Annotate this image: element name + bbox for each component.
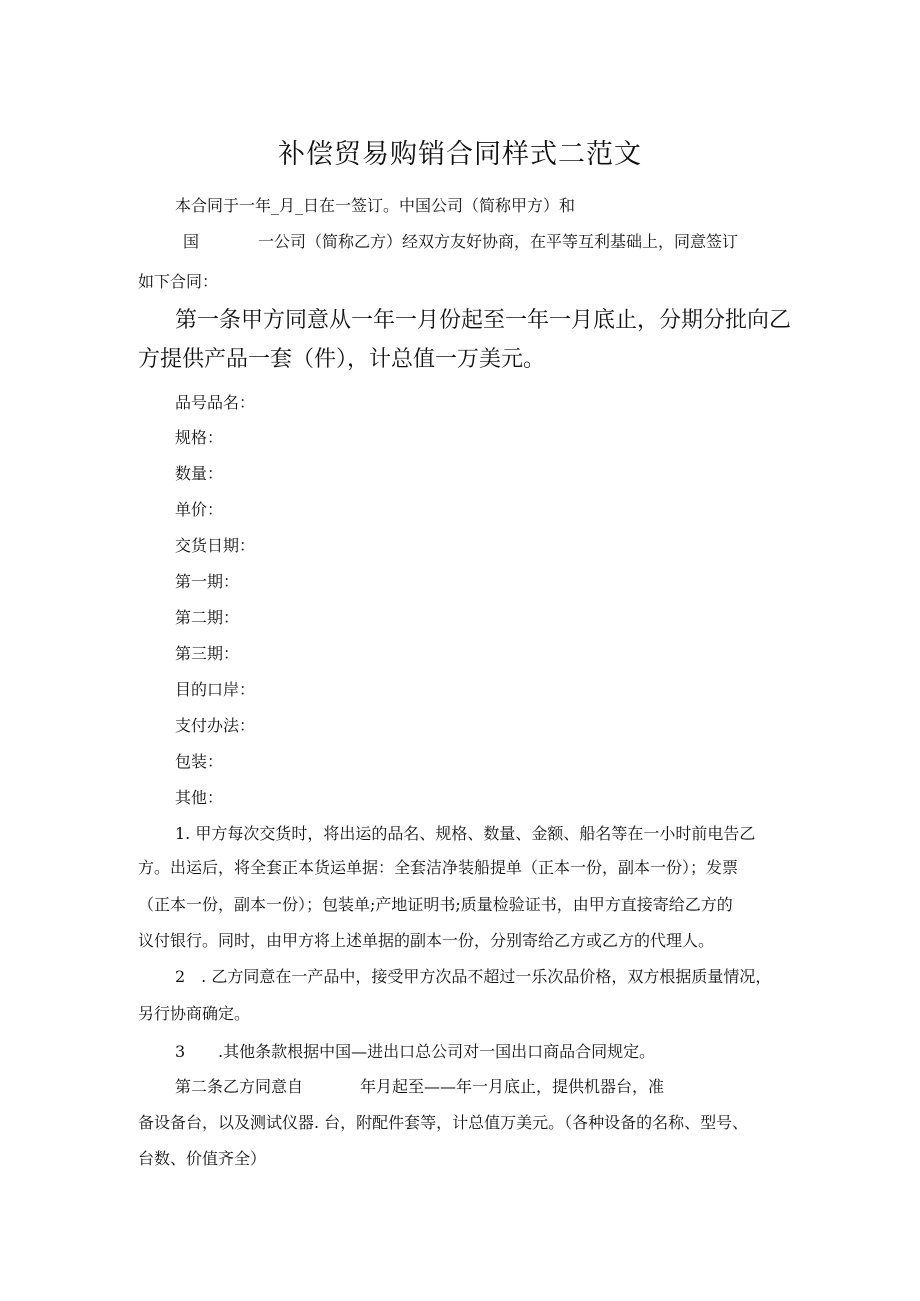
field-unit-price: 单价： <box>175 500 224 519</box>
other-item-3-text: .其他条款根据中国—进出口总公司对一国出口商品合同规定。 <box>218 1042 656 1061</box>
other-item-3-number: 3 <box>175 1042 186 1061</box>
article-1-line-2: 方提供产品一套（件），计总值一万美元。 <box>138 347 546 372</box>
document-title: 补偿贸易购销合同样式二范文 <box>278 139 642 170</box>
other-item-2-line-1: 2 . 乙方同意在一产品中，接受甲方次品不超过一乐次品价格，双方根据质量情况， <box>175 967 772 986</box>
field-delivery-date: 交货日期： <box>175 536 256 555</box>
field-specification: 规格： <box>175 428 224 447</box>
other-item-1-line-4: 议付银行。同时，由甲方将上述单据的副本一份，分别寄给乙方或乙方的代理人。 <box>138 931 715 950</box>
article-2-line-2: 备设备台，以及测试仪器. 台，附配件套等，计总值万美元。（各种设备的名称、型号、 <box>138 1113 749 1132</box>
field-product-name: 品号品名： <box>175 393 256 412</box>
other-item-1-line-3: （正本一份，副本一份）；包装单;产地证明书;质量检验证书，由甲方直接寄给乙方的 <box>138 895 733 914</box>
field-packaging: 包装： <box>175 752 224 771</box>
other-item-2-line-2: 另行协商确定。 <box>138 1004 251 1023</box>
article-2-line-1-part-1: 第二条乙方同意自 <box>175 1077 304 1096</box>
intro-line-2: 一公司（简称乙方）经双方友好协商，在平等互利基础上，同意签订 <box>258 232 739 251</box>
field-phase-2: 第二期： <box>175 608 240 627</box>
field-phase-3: 第三期： <box>175 644 240 663</box>
field-payment-method: 支付办法： <box>175 716 256 735</box>
article-1-line-1: 第一条甲方同意从一年一月份起至一年一月底止，分期分批向乙 <box>175 308 792 333</box>
intro-line-2-country: 国 <box>183 232 200 251</box>
intro-line-1: 本合同于一年_月_日在一签订。中国公司（简称甲方）和 <box>175 196 576 215</box>
other-item-1-line-2: 方。出运后，将全套正本货运单据：全套洁净装船提单（正本一份，副本一份）；发票 <box>138 858 739 877</box>
article-2-line-1-part-2: 年月起至——年一月底止，提供机器台，准 <box>360 1077 665 1096</box>
field-other: 其他： <box>175 788 224 807</box>
field-phase-1: 第一期： <box>175 572 240 591</box>
intro-line-3: 如下合同： <box>138 272 219 291</box>
field-quantity: 数量： <box>175 464 224 483</box>
field-destination-port: 目的口岸： <box>175 680 256 699</box>
article-2-line-3: 台数、价值齐全） <box>138 1149 267 1168</box>
other-item-1-line-1: 1. 甲方每次交货时，将出运的品名、规格、数量、金额、船名等在一小时前电告乙 <box>175 824 756 843</box>
